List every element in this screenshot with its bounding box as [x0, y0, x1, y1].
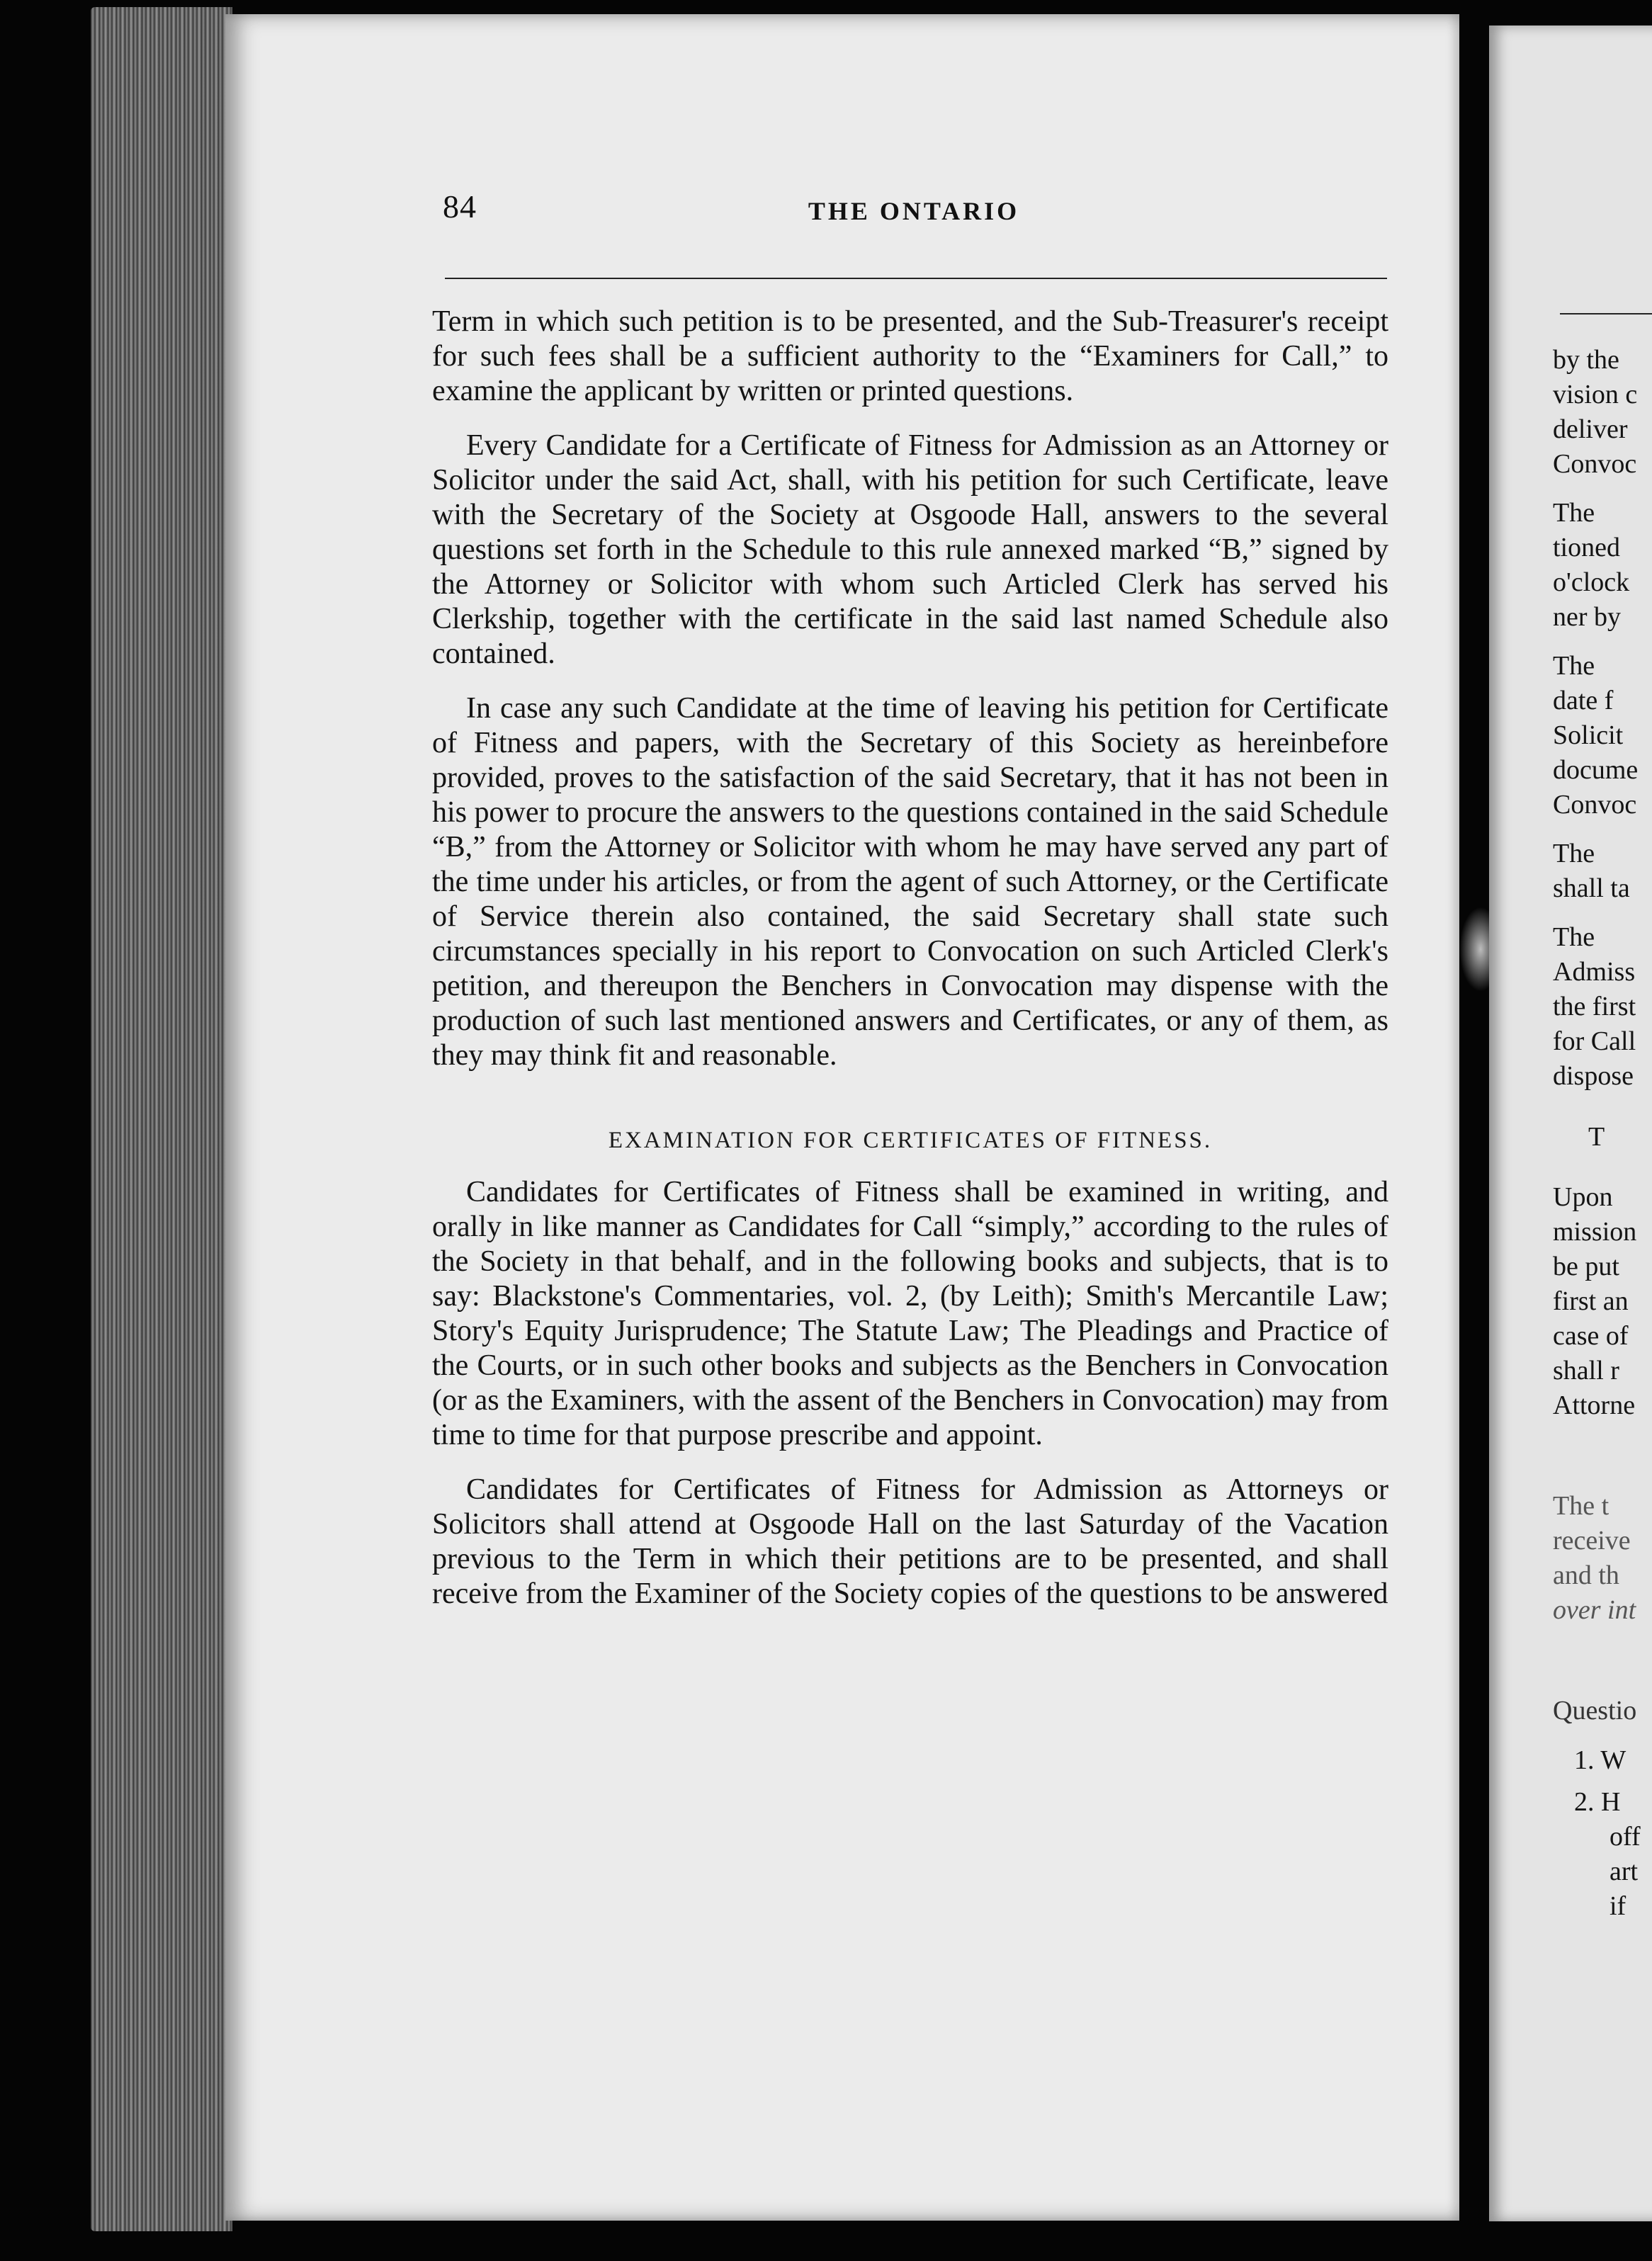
facing-line: by the: [1553, 345, 1619, 375]
facing-line: and th: [1553, 1560, 1619, 1590]
facing-line: tioned: [1553, 533, 1620, 562]
page-edges: [91, 7, 232, 2231]
paragraph: Every Candidate for a Certificate of Fitness for Admission as an Attorney or Solicitor under the said Act, shall, with his petition for such Certificate, leave with the Secretary of the Society at Osgoode Hall, answers to the several questions set forth in the Schedule to this rule annexed marked “B,” signed by the Attorney or Solicitor with whom such Articled Clerk has served his Clerkship, together with the certificate in the said last named Schedule also contained.: [432, 429, 1388, 670]
facing-line: deliver: [1553, 414, 1628, 444]
facing-line: Upon: [1553, 1182, 1613, 1212]
facing-line: The: [1553, 922, 1595, 952]
facing-line: shall r: [1553, 1356, 1619, 1386]
facing-line: Convoc: [1553, 790, 1637, 820]
facing-line: the first: [1553, 992, 1636, 1021]
section-heading: EXAMINATION FOR CERTIFICATES OF FITNESS.: [608, 1128, 1213, 1153]
header-rule: [445, 278, 1387, 279]
facing-line: 1. W: [1574, 1745, 1626, 1775]
running-title: THE ONTARIO: [808, 197, 1020, 225]
facing-line: ner by: [1553, 602, 1622, 632]
facing-line: if: [1609, 1891, 1626, 1921]
facing-line: Admiss: [1553, 957, 1636, 987]
paragraph: In case any such Candidate at the time of leaving his petition for Certificate of Fitness and papers, with the Secretary of this Society as hereinbefore provided, proves to the satisfaction of the said Secretary, that it has not been in his power to procure the answers to the questions contained in the said Schedule “B,” from the Attorney or Solicitor with whom he may have served any part of the time under his articles, or from the agent of such Attorney, or the Certificate of Service therein also contained, the said Secretary shall state such circumstances specially in his report to Convocation on such Articled Clerk's petition, and thereupon the Benchers in Convocation may dispense with the production of such last mentioned answers and Certificates, or any of them, as they may think fit and reasonable.: [432, 692, 1388, 1072]
facing-line: art: [1609, 1857, 1639, 1886]
facing-line: off: [1609, 1822, 1641, 1852]
facing-line: The t: [1553, 1491, 1609, 1521]
facing-line: Convoc: [1553, 449, 1637, 479]
facing-line: receive: [1553, 1526, 1631, 1556]
facing-line: date f: [1553, 686, 1614, 715]
page-number: 84: [443, 188, 477, 225]
facing-line: for Call: [1553, 1026, 1636, 1056]
facing-line: o'clock: [1553, 567, 1630, 597]
facing-page-rule: [1560, 313, 1652, 314]
facing-line: shall ta: [1553, 873, 1630, 903]
facing-line: The: [1553, 839, 1595, 868]
paragraph: Candidates for Certificates of Fitness shall be examined in writing, and orally in like manner as Candidates for Call “simply,” according to the rules of the Society in that behalf, and in the following books and subjects, that is to say: Blackstone's Commentaries, vol. 2, (by Leith); Smith's Mercantile Law; Story's Equity Jurisprudence; The Statute Law; The Pleadings and Practice of the Courts, or in such other books and subjects as the Benchers in Convocation (or as the Examiners, with the assent of the Benchers in Convocation) may from time to time for that purpose prescribe and appoint.: [432, 1176, 1388, 1451]
facing-line: Attorne: [1553, 1390, 1636, 1420]
facing-line: Solicit: [1553, 720, 1624, 750]
facing-line: The: [1553, 498, 1595, 528]
facing-line: 2. H: [1574, 1787, 1621, 1817]
facing-line: first an: [1553, 1286, 1629, 1316]
facing-line: be put: [1553, 1252, 1619, 1281]
facing-line: Questio: [1553, 1696, 1637, 1726]
facing-line: mission: [1553, 1217, 1637, 1247]
facing-line: docume: [1553, 755, 1639, 785]
running-head: [443, 188, 1385, 244]
facing-line: The: [1553, 651, 1595, 681]
facing-line: vision c: [1553, 380, 1638, 409]
facing-line: over int: [1553, 1595, 1636, 1625]
facing-line: dispose: [1553, 1061, 1634, 1091]
body-text: [432, 305, 1388, 1631]
paragraph: Candidates for Certificates of Fitness for Admission as Attorneys or Solicitors shall attend at Osgoode Hall on the last Saturday of the Vacation previous to the Term in which their petitions are to be presented, and shall receive from the Examiner of the Society copies of the questions to be answered: [432, 1473, 1388, 1610]
facing-line: T: [1588, 1122, 1605, 1152]
paragraph: Term in which such petition is to be presented, and the Sub-Treasurer's receipt for such fees shall be a sufficient authority to the “Examiners for Call,” to examine the applicant by written or printed questions.: [432, 305, 1388, 407]
facing-page: [1489, 26, 1652, 2221]
facing-line: case of: [1553, 1321, 1629, 1351]
